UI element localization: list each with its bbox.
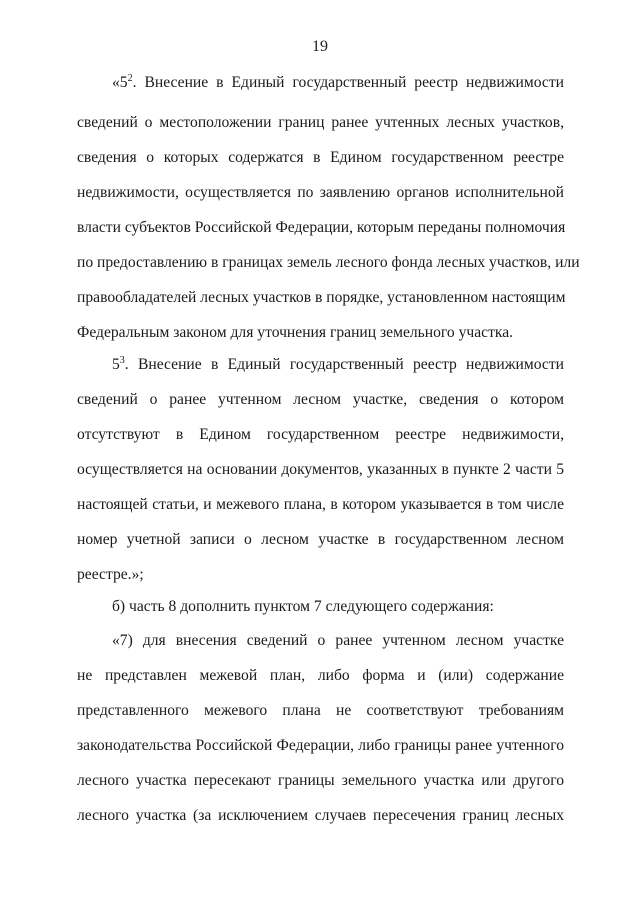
paragraph-4-line-2: не представлен межевой план, либо форма и (или) содержание [77,667,564,684]
page-number: 19 [312,38,328,55]
paragraph-1-line-1 [112,73,564,93]
paragraph-1-line-8: Федеральным законом для уточнения границ земельного участка. [77,324,514,341]
paragraph-2-line-4: осуществляется на основании документов, указанных в пункте 2 части 5 [77,461,564,478]
p2-prefix: 5 [112,356,120,373]
paragraph-2-line-6: номер учетной записи о лесном участке в государственном лесном [77,531,564,548]
paragraph-1-line-3: сведения о которых содержатся в Едином государственном реестре [77,149,564,166]
paragraph-3-line-1: б) часть 8 дополнить пунктом 7 следующего содержания: [112,598,494,615]
paragraph-4-line-1: «7) для внесения сведений о ранее учтенном лесном участке [112,632,564,649]
paragraph-4-line-3: представленного межевого плана не соответствуют требованиям [77,702,564,719]
paragraph-2-line-1 [112,355,564,375]
paragraph-4-line-6: лесного участка (за исключением случаев пересечения границ лесных [77,807,564,824]
paragraph-1-line-6: по предоставлению в границах земель лесного фонда лесных участков, или [77,254,580,271]
p2-superscript: 3 [119,355,125,366]
paragraph-4-line-4: законодательства Российской Федерации, либо границы ранее учтенного [77,737,564,754]
paragraph-2-line-3: отсутствуют в Едином государственном реестре недвижимости, [77,426,564,443]
paragraph-1-line-5: власти субъектов Российской Федерации, которым переданы полномочия [77,219,566,236]
paragraph-4-line-5: лесного участка пересекают границы земельного участка или другого [77,772,564,789]
p1-rest: . Внесение в Единый государственный реестр недвижимости [132,74,564,91]
p1-prefix: «5 [112,74,128,91]
paragraph-2-line-5: настоящей статьи, и межевого плана, в котором указывается в том числе [77,496,564,513]
paragraph-1-line-7: правообладателей лесных участков в порядке, установленном настоящим [77,289,566,306]
paragraph-2-line-7: реестре.»; [77,566,144,583]
paragraph-1-line-2: сведений о местоположении границ ранее учтенных лесных участков, [77,114,564,131]
p1-superscript: 2 [127,73,133,84]
p2-rest: . Внесение в Единый государственный реестр недвижимости [124,356,564,373]
paragraph-1-line-4: недвижимости, осуществляется по заявлению органов исполнительной [77,184,564,201]
paragraph-2-line-2: сведений о ранее учтенном лесном участке, сведения о котором [77,391,564,408]
